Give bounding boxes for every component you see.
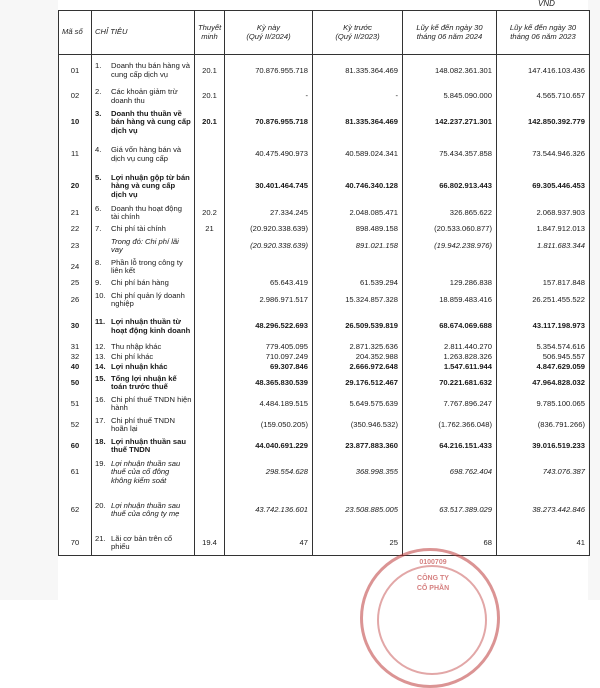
header-current-period — [225, 11, 313, 55]
header-note-line1: Thuyết — [198, 23, 222, 33]
row-label-cell — [92, 489, 195, 532]
row-code: 31 — [59, 343, 92, 353]
row-label-wrap — [95, 535, 192, 552]
row-index: 19. — [95, 458, 106, 468]
row-label-wrap — [95, 396, 192, 413]
header-current-line1: Kỳ này — [256, 23, 281, 33]
row-ytd-2023: 4.565.710.657 — [497, 87, 590, 107]
table-row — [59, 436, 590, 457]
row-index: 5. — [95, 172, 102, 182]
row-code: 10 — [59, 107, 92, 139]
row-label-cell — [92, 343, 195, 353]
row-previous-period: 15.324.857.328 — [313, 290, 403, 311]
row-label: Trong đó: Chi phí lãi vay — [111, 236, 179, 254]
table-row — [59, 311, 590, 343]
row-label-wrap — [95, 460, 192, 485]
row-ytd-2023: 4.847.629.059 — [497, 363, 590, 373]
table-row — [59, 353, 590, 363]
row-label-wrap — [95, 353, 192, 361]
row-current-period: 44.040.691.229 — [225, 436, 313, 457]
header-ytd-2023 — [497, 11, 590, 55]
row-code: 40 — [59, 363, 92, 373]
row-label: Chi phí khác — [111, 352, 154, 362]
row-label-wrap — [95, 343, 192, 351]
row-label-wrap — [95, 174, 192, 199]
row-code: 60 — [59, 436, 92, 457]
seal-line1: CÔNG TY — [417, 575, 449, 582]
row-note — [195, 139, 225, 171]
row-note — [195, 373, 225, 394]
row-ytd-2024: 68.674.069.688 — [403, 311, 497, 343]
row-ytd-2024: 63.517.389.029 — [403, 489, 497, 532]
row-label-cell — [92, 55, 195, 87]
row-label-wrap — [95, 279, 192, 287]
row-ytd-2024: 698.762.404 — [403, 457, 497, 489]
row-label: Thu nhập khác — [111, 342, 162, 352]
row-label: Doanh thu hoạt động tài chính — [111, 203, 182, 221]
row-code: 21 — [59, 203, 92, 224]
row-label-wrap — [95, 225, 192, 233]
row-ytd-2024: (1.762.366.048) — [403, 415, 497, 436]
row-current-period: 779.405.095 — [225, 343, 313, 353]
header-note — [195, 11, 225, 55]
row-note — [195, 311, 225, 343]
row-code: 61 — [59, 457, 92, 489]
row-label-wrap — [95, 205, 192, 222]
row-ytd-2023: 26.251.455.522 — [497, 290, 590, 311]
row-current-period: (20.920.338.639) — [225, 236, 313, 257]
row-current-period: 47 — [225, 532, 313, 556]
row-label-wrap — [95, 502, 192, 519]
row-index: 2. — [95, 87, 102, 97]
row-label: Lợi nhuận thuần sau thuế TNDN — [111, 436, 187, 454]
row-current-period: 43.742.136.601 — [225, 489, 313, 532]
row-index: 13. — [95, 352, 106, 362]
row-label-wrap — [95, 292, 192, 309]
row-note — [195, 278, 225, 290]
row-ytd-2024: 75.434.357.858 — [403, 139, 497, 171]
row-previous-period: 2.666.972.648 — [313, 363, 403, 373]
row-previous-period: 23.508.885.005 — [313, 489, 403, 532]
row-label-cell — [92, 353, 195, 363]
table-row — [59, 394, 590, 415]
table-body — [59, 55, 590, 556]
table-row — [59, 107, 590, 139]
table-row — [59, 55, 590, 87]
header-previous-line1: Kỳ trước — [343, 23, 372, 33]
header-ytd-2024-line2: tháng 06 năm 2024 — [416, 31, 483, 41]
row-code: 62 — [59, 489, 92, 532]
row-previous-period: 61.539.294 — [313, 278, 403, 290]
row-ytd-2024: 129.286.838 — [403, 278, 497, 290]
row-code: 22 — [59, 224, 92, 236]
row-ytd-2024: 66.802.913.443 — [403, 171, 497, 203]
row-label-cell — [92, 203, 195, 224]
row-code: 20 — [59, 171, 92, 203]
currency-unit: VND — [538, 0, 555, 8]
row-ytd-2023: 506.945.557 — [497, 353, 590, 363]
row-label: Chi phí bán hàng — [111, 278, 169, 288]
row-note — [195, 353, 225, 363]
row-note — [195, 489, 225, 532]
row-label-wrap — [95, 146, 192, 163]
row-ytd-2023: 1.811.683.344 — [497, 236, 590, 257]
row-note — [195, 457, 225, 489]
row-label-cell — [92, 278, 195, 290]
row-ytd-2023: 157.817.848 — [497, 278, 590, 290]
row-label-wrap — [95, 363, 192, 371]
row-note — [195, 257, 225, 278]
seal-code: 0100709 — [419, 559, 447, 566]
row-current-period — [225, 257, 313, 278]
row-label-cell — [92, 139, 195, 171]
table-row — [59, 489, 590, 532]
row-label: Chi phí tài chính — [111, 224, 166, 234]
row-ytd-2024: 1.547.611.944 — [403, 363, 497, 373]
row-ytd-2023: 147.416.103.436 — [497, 55, 590, 87]
row-index: 16. — [95, 394, 106, 404]
row-code: 01 — [59, 55, 92, 87]
row-index: 1. — [95, 61, 102, 71]
row-previous-period: 40.589.024.341 — [313, 139, 403, 171]
row-code: 11 — [59, 139, 92, 171]
row-label: Tổng lợi nhuận kế toán trước thuế — [111, 373, 177, 391]
income-statement-table — [58, 10, 590, 556]
row-ytd-2023: 41 — [497, 532, 590, 556]
row-code: 02 — [59, 87, 92, 107]
row-ytd-2023: 47.964.828.032 — [497, 373, 590, 394]
row-note — [195, 171, 225, 203]
row-code: 70 — [59, 532, 92, 556]
row-index: 11. — [95, 317, 106, 327]
header-ms: Mã số — [59, 11, 92, 55]
table-row — [59, 373, 590, 394]
row-note — [195, 290, 225, 311]
row-label: Các khoản giảm trừ doanh thu — [111, 87, 178, 105]
row-index: 17. — [95, 415, 106, 425]
row-code: 51 — [59, 394, 92, 415]
row-current-period: 27.334.245 — [225, 203, 313, 224]
table-row — [59, 224, 590, 236]
row-ytd-2024: (19.942.238.976) — [403, 236, 497, 257]
row-label-cell — [92, 457, 195, 489]
row-label-cell — [92, 373, 195, 394]
row-index: 18. — [95, 436, 106, 446]
row-label: Doanh thu thuần về bán hàng và cung cấp dịch vụ — [111, 108, 191, 135]
row-label-cell — [92, 87, 195, 107]
row-previous-period — [313, 257, 403, 278]
row-label-wrap — [95, 375, 192, 392]
table-row — [59, 290, 590, 311]
table-row — [59, 415, 590, 436]
row-current-period: (159.050.205) — [225, 415, 313, 436]
row-current-period: 69.307.846 — [225, 363, 313, 373]
row-current-period: 2.986.971.517 — [225, 290, 313, 311]
row-code: 50 — [59, 373, 92, 394]
row-ytd-2024: 70.221.681.632 — [403, 373, 497, 394]
row-ytd-2023: 43.117.198.973 — [497, 311, 590, 343]
row-current-period: - — [225, 87, 313, 107]
row-label-cell — [92, 224, 195, 236]
row-ytd-2024: 68 — [403, 532, 497, 556]
row-note — [195, 343, 225, 353]
row-previous-period: 891.021.158 — [313, 236, 403, 257]
row-label: Lợi nhuận khác — [111, 362, 168, 372]
row-ytd-2023: 39.016.519.233 — [497, 436, 590, 457]
table-row — [59, 257, 590, 278]
row-current-period: 65.643.419 — [225, 278, 313, 290]
row-ytd-2023: (836.791.266) — [497, 415, 590, 436]
row-ytd-2023: 142.850.392.779 — [497, 107, 590, 139]
row-previous-period: 29.176.512.467 — [313, 373, 403, 394]
row-previous-period: 204.352.988 — [313, 353, 403, 363]
row-label-wrap — [95, 238, 192, 255]
table-header-row — [59, 11, 590, 55]
row-label: Lợi nhuận thuần sau thuế của công ty mẹ — [111, 500, 181, 518]
row-previous-period: 26.509.539.819 — [313, 311, 403, 343]
row-ytd-2024: 142.237.271.301 — [403, 107, 497, 139]
row-note — [195, 394, 225, 415]
row-index: 9. — [95, 278, 102, 288]
row-note: 21 — [195, 224, 225, 236]
row-ytd-2024: 148.082.361.301 — [403, 55, 497, 87]
row-ytd-2023: 743.076.387 — [497, 457, 590, 489]
row-label: Lợi nhuận thuần từ hoạt động kinh doanh — [111, 317, 191, 335]
row-label: Lợi nhuận thuần sau thuế của cổ đông không kiểm soát — [111, 458, 181, 485]
row-current-period: 30.401.464.745 — [225, 171, 313, 203]
seal-line2: CỔ PHẦN — [416, 585, 450, 592]
row-previous-period: 40.746.340.128 — [313, 171, 403, 203]
row-label-cell — [92, 171, 195, 203]
row-label-cell — [92, 236, 195, 257]
row-index: 14. — [95, 362, 106, 372]
row-current-period: (20.920.338.639) — [225, 224, 313, 236]
company-seal — [360, 548, 500, 688]
row-index: 10. — [95, 290, 106, 300]
row-label-cell — [92, 290, 195, 311]
row-label-cell — [92, 532, 195, 556]
row-current-period: 4.484.189.515 — [225, 394, 313, 415]
row-previous-period: 898.489.158 — [313, 224, 403, 236]
row-current-period: 70.876.955.718 — [225, 55, 313, 87]
row-index: 7. — [95, 224, 102, 234]
row-index: 21. — [95, 533, 106, 543]
row-index: 4. — [95, 145, 102, 155]
row-label-wrap — [95, 62, 192, 79]
row-label-cell — [92, 257, 195, 278]
row-ytd-2024: 18.859.483.416 — [403, 290, 497, 311]
row-label-wrap — [95, 259, 192, 276]
table-row — [59, 343, 590, 353]
row-index: 6. — [95, 203, 102, 213]
row-note — [195, 436, 225, 457]
row-previous-period: (350.946.532) — [313, 415, 403, 436]
row-label: Chi phí thuế TNDN hiện hành — [111, 394, 192, 412]
row-previous-period: 23.877.883.360 — [313, 436, 403, 457]
header-note-line2: minh — [201, 31, 218, 41]
row-current-period: 48.296.522.693 — [225, 311, 313, 343]
row-label-cell — [92, 436, 195, 457]
page-margin-left — [0, 0, 58, 600]
row-code: 32 — [59, 353, 92, 363]
header-previous-period — [313, 11, 403, 55]
row-current-period: 298.554.628 — [225, 457, 313, 489]
row-ytd-2024: 64.216.151.433 — [403, 436, 497, 457]
row-code: 25 — [59, 278, 92, 290]
row-label: Lợi nhuận gộp từ bán hàng và cung cấp dịch vụ — [111, 172, 190, 199]
row-note: 19.4 — [195, 532, 225, 556]
row-label-wrap — [95, 438, 192, 455]
row-ytd-2023: 73.544.946.326 — [497, 139, 590, 171]
table-row — [59, 87, 590, 107]
row-ytd-2024 — [403, 257, 497, 278]
row-label-cell — [92, 415, 195, 436]
row-ytd-2024: 2.811.440.270 — [403, 343, 497, 353]
header-previous-line2: (Quý II/2023) — [335, 31, 380, 41]
row-note — [195, 363, 225, 373]
row-label: Lãi cơ bản trên cổ phiếu — [111, 533, 173, 552]
header-current-line2: (Quý II/2024) — [246, 31, 291, 41]
row-label-cell — [92, 363, 195, 373]
row-label-wrap — [95, 110, 192, 135]
row-label: Doanh thu bán hàng và cung cấp dịch vụ — [111, 61, 190, 79]
row-code: 26 — [59, 290, 92, 311]
row-label: Giá vốn hàng bán và dịch vụ cung cấp — [111, 145, 182, 163]
row-note: 20.2 — [195, 203, 225, 224]
row-label-wrap — [95, 417, 192, 434]
row-index — [95, 238, 111, 255]
row-current-period: 70.876.955.718 — [225, 107, 313, 139]
row-current-period: 40.475.490.973 — [225, 139, 313, 171]
row-current-period: 710.097.249 — [225, 353, 313, 363]
table-row — [59, 236, 590, 257]
row-previous-period: 2.048.085.471 — [313, 203, 403, 224]
row-label: Chi phí thuế TNDN hoãn lại — [111, 415, 176, 433]
row-previous-period: 368.998.355 — [313, 457, 403, 489]
row-ytd-2024: 326.865.622 — [403, 203, 497, 224]
header-name: CHỈ TIÊU — [92, 11, 195, 55]
row-ytd-2024: 5.845.090.000 — [403, 87, 497, 107]
row-label-wrap — [95, 88, 192, 105]
row-ytd-2023: 2.068.937.903 — [497, 203, 590, 224]
row-note — [195, 236, 225, 257]
row-previous-period: - — [313, 87, 403, 107]
header-ytd-2024-line1: Lũy kế đến ngày 30 — [416, 23, 483, 33]
row-ytd-2024: (20.533.060.877) — [403, 224, 497, 236]
table-row — [59, 457, 590, 489]
header-ytd-2023-line1: Lũy kế đến ngày 30 — [509, 23, 577, 33]
row-ytd-2023: 9.785.100.065 — [497, 394, 590, 415]
row-previous-period: 81.335.364.469 — [313, 55, 403, 87]
row-code: 23 — [59, 236, 92, 257]
row-label-cell — [92, 107, 195, 139]
row-ytd-2024: 1.263.828.326 — [403, 353, 497, 363]
row-ytd-2023: 69.305.446.453 — [497, 171, 590, 203]
row-previous-period: 81.335.364.469 — [313, 107, 403, 139]
table-row — [59, 278, 590, 290]
row-current-period: 48.365.830.539 — [225, 373, 313, 394]
table-row — [59, 203, 590, 224]
row-index: 3. — [95, 108, 102, 118]
row-code: 24 — [59, 257, 92, 278]
table-row — [59, 363, 590, 373]
row-label: Chi phí quản lý doanh nghiệp — [111, 290, 185, 308]
row-ytd-2023: 1.847.912.013 — [497, 224, 590, 236]
row-index: 20. — [95, 500, 106, 510]
row-code: 30 — [59, 311, 92, 343]
row-note — [195, 415, 225, 436]
row-previous-period: 25 — [313, 532, 403, 556]
row-ytd-2023 — [497, 257, 590, 278]
row-label-cell — [92, 311, 195, 343]
row-note: 20.1 — [195, 107, 225, 139]
row-index: 12. — [95, 342, 106, 352]
row-code: 52 — [59, 415, 92, 436]
row-ytd-2023: 38.273.442.846 — [497, 489, 590, 532]
table-row — [59, 171, 590, 203]
row-ytd-2023: 5.354.574.616 — [497, 343, 590, 353]
row-label-wrap — [95, 318, 192, 335]
row-previous-period: 5.649.575.639 — [313, 394, 403, 415]
row-index: 15. — [95, 373, 106, 383]
row-index: 8. — [95, 257, 102, 267]
row-note: 20.1 — [195, 87, 225, 107]
table-row — [59, 532, 590, 556]
row-previous-period: 2.871.325.636 — [313, 343, 403, 353]
header-ytd-2023-line2: tháng 06 năm 2023 — [510, 31, 576, 41]
row-ytd-2024: 7.767.896.247 — [403, 394, 497, 415]
table-row — [59, 139, 590, 171]
row-label: Phần lỗ trong công ty liên kết — [111, 257, 183, 275]
row-note: 20.1 — [195, 55, 225, 87]
header-ytd-2024 — [403, 11, 497, 55]
row-label-cell — [92, 394, 195, 415]
